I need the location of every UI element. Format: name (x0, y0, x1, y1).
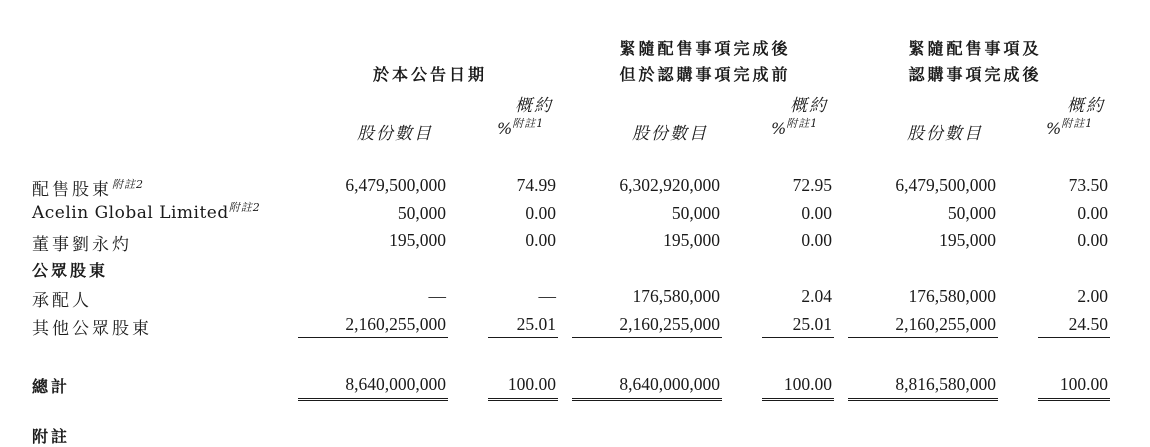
row-label-public-shareholders: 公眾股東 (32, 261, 109, 280)
column-2-title-line1: 緊隨配售事項完成後 (619, 39, 791, 58)
note-2-marker: 附註2 (112, 178, 144, 191)
cell-pct: 2.00 (1077, 286, 1108, 306)
subtotal-rule (572, 337, 722, 338)
approx-label-1: 概約 (515, 96, 553, 116)
row-label-director: 董事劉永灼 (32, 235, 132, 255)
cell-pct: 0.00 (1077, 230, 1108, 250)
total-shares: 8,816,580,000 (895, 374, 996, 394)
total-pct: 100.00 (783, 374, 832, 394)
cell-pct: 2.04 (801, 286, 832, 306)
pct-label-2: %$^{附註1}$ (771, 117, 819, 138)
cell-shares: 6,479,500,000 (895, 175, 996, 195)
subtotal-rule (1038, 337, 1110, 338)
total-double-rule (762, 398, 834, 401)
cell-shares: 195,000 (939, 230, 996, 250)
total-shares: 8,640,000,000 (345, 374, 446, 394)
footer-notes-heading: 附註 (32, 427, 71, 446)
column-3-title-line1: 緊隨配售事項及 (908, 39, 1042, 58)
pct-label-1: %$^{附註1}$ (497, 117, 545, 138)
row-label-placing-shareholder: 配售股東$^{附註2}$ (32, 178, 144, 200)
total-double-rule (572, 398, 722, 401)
note-1-marker: 附註1 (1061, 117, 1094, 130)
cell-pct: 73.50 (1068, 175, 1108, 195)
cell-shares: 195,000 (663, 230, 720, 250)
row-label-total: 總計 (32, 377, 71, 396)
cell-shares: 176,580,000 (908, 286, 996, 306)
cell-pct: — (538, 286, 556, 306)
cell-shares: 6,479,500,000 (345, 175, 446, 195)
cell-shares: 2,160,255,000 (895, 314, 996, 334)
cell-pct: 0.00 (1077, 203, 1108, 223)
total-double-rule (488, 398, 558, 401)
approx-label-3: 概約 (1067, 96, 1105, 116)
cell-pct: 25.01 (792, 314, 832, 334)
row-label-placees: 承配人 (32, 291, 92, 311)
cell-pct: 24.50 (1068, 314, 1108, 334)
cell-shares: 195,000 (389, 230, 446, 250)
shares-label-3: 股份數目 (907, 124, 983, 144)
column-1-title: 於本公告日期 (372, 65, 487, 84)
subtotal-rule (762, 337, 834, 338)
cell-pct: 0.00 (525, 203, 556, 223)
subtotal-rule (298, 337, 448, 338)
subtotal-rule (488, 337, 558, 338)
cell-shares: 6,302,920,000 (619, 175, 720, 195)
subtotal-rule (848, 337, 998, 338)
pct-label-3: %$^{附註1}$ (1046, 117, 1094, 138)
cell-shares: 176,580,000 (632, 286, 720, 306)
cell-pct: 74.99 (516, 175, 556, 195)
cell-pct: 0.00 (801, 230, 832, 250)
total-pct: 100.00 (507, 374, 556, 394)
row-label-acelin: Acelin Global Limited$^{附註2}$ (32, 201, 261, 223)
total-double-rule (1038, 398, 1110, 401)
total-double-rule (298, 398, 448, 401)
column-2-title-line2: 但於認購事項完成前 (619, 65, 791, 84)
note-1-marker: 附註1 (512, 117, 545, 130)
cell-pct: 0.00 (801, 203, 832, 223)
shares-label-1: 股份數目 (357, 124, 433, 144)
cell-shares: 2,160,255,000 (345, 314, 446, 334)
note-1-marker: 附註1 (786, 117, 819, 130)
cell-pct: 72.95 (792, 175, 832, 195)
total-double-rule (848, 398, 998, 401)
cell-shares: 50,000 (947, 203, 996, 223)
cell-shares: 50,000 (671, 203, 720, 223)
total-shares: 8,640,000,000 (619, 374, 720, 394)
column-3-title-line2: 認購事項完成後 (908, 65, 1042, 84)
cell-shares: 50,000 (397, 203, 446, 223)
cell-pct: 0.00 (525, 230, 556, 250)
note-2-marker: 附註2 (228, 201, 261, 214)
row-label-other-public: 其他公眾股東 (32, 319, 152, 339)
shares-label-2: 股份數目 (632, 124, 708, 144)
cell-shares: — (428, 286, 446, 306)
approx-label-2: 概約 (790, 96, 828, 116)
cell-pct: 25.01 (516, 314, 556, 334)
cell-shares: 2,160,255,000 (619, 314, 720, 334)
total-pct: 100.00 (1059, 374, 1108, 394)
